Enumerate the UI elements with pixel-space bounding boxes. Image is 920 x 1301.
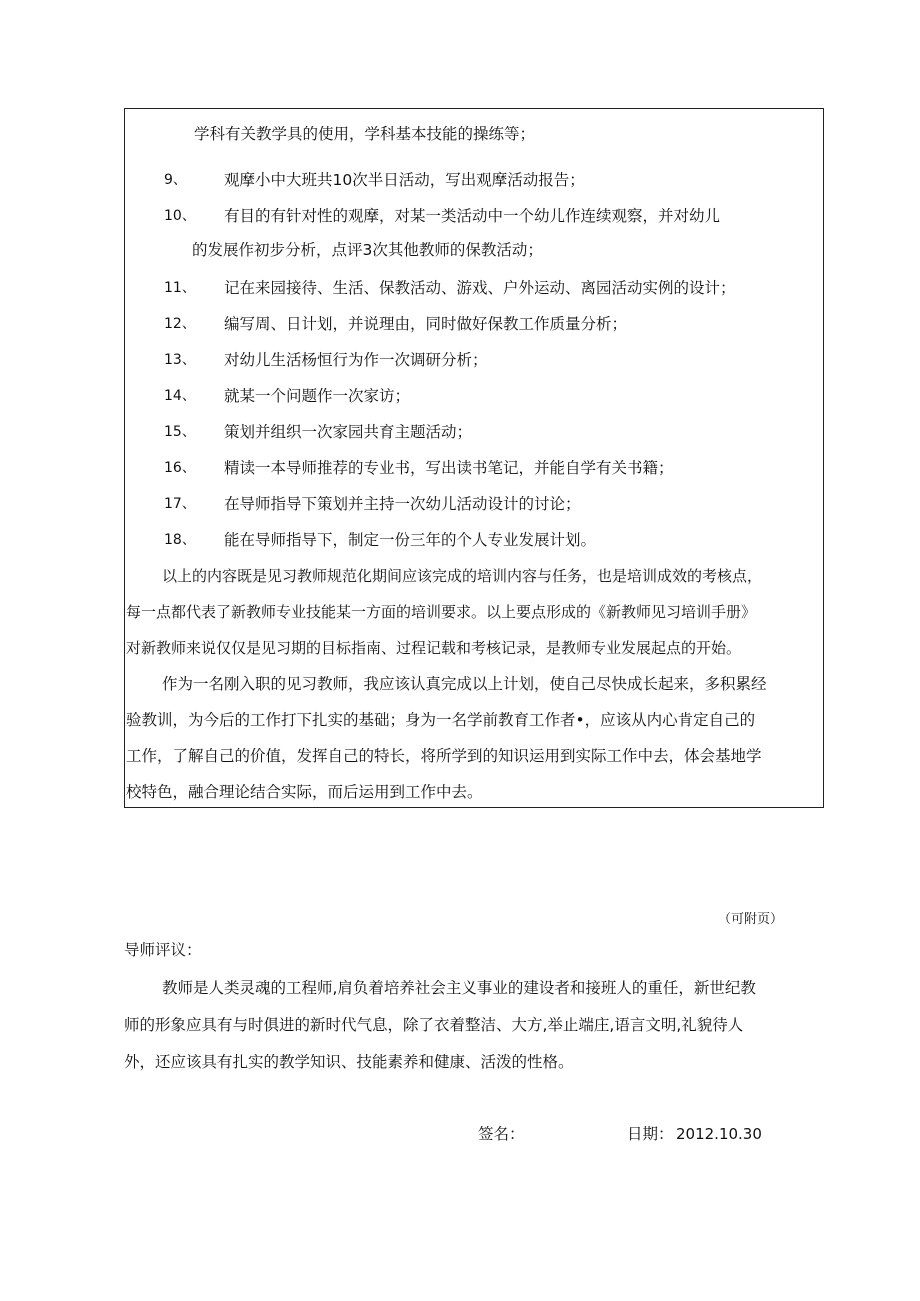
paragraph-line: 作为一名刚入职的见习教师，我应该认真完成以上计划，使自己尽快成长起来，多积累经	[162, 675, 767, 693]
review-line: 师的形象应具有与时俱进的新时代气息，除了衣着整洁、大方,举止端庄,语言文明,礼貌待人	[124, 1016, 744, 1034]
item-number: 9、	[164, 172, 187, 188]
review-label: 导师评议：	[124, 941, 202, 959]
item-text: 观摩小中大班共10次半日活动，写出观摩活动报告；	[224, 171, 585, 189]
paragraph-line: 对新教师来说仅仅是见习期的目标指南、过程记载和考核记录，是教师专业发展起点的开始。	[126, 639, 742, 657]
item-number: 15、	[164, 424, 196, 440]
item-number: 10、	[164, 208, 196, 224]
item-number: 14、	[164, 388, 196, 404]
attach-page-note: （可附页）	[718, 912, 784, 927]
review-line: 教师是人类灵魂的工程师,肩负着培养社会主义事业的建设者和接班人的重任，新世纪教	[162, 979, 756, 997]
date-label: 日期：	[627, 1125, 674, 1143]
paragraph-line: 验教训，为今后的工作打下扎实的基础；身为一名学前教育工作者•，应该从内心肯定自己的	[126, 711, 756, 729]
item-number: 13、	[164, 352, 196, 368]
reflection-paragraph	[126, 666, 767, 810]
item-text: 就某一个问题作一次家访；	[224, 387, 411, 405]
item-number: 11、	[164, 280, 196, 296]
item-number: 12、	[164, 316, 196, 332]
item-text: 精读一本导师推荐的专业书，写出读书笔记，并能自学有关书籍；	[224, 459, 674, 477]
paragraph-line: 校特色，融合理论结合实际，而后运用到工作中去。	[126, 783, 483, 801]
item-number: 18、	[164, 532, 196, 548]
item-text-continued: 的发展作初步分析，点评3次其他教师的保教活动；	[192, 241, 543, 259]
item-text: 记在来园接待、生活、保教活动、游戏、户外运动、离园活动实例的设计；	[224, 279, 736, 297]
item-text: 在导师指导下策划并主持一次幼儿活动设计的讨论；	[224, 495, 581, 513]
item-text: 编写周、日计划，并说理由，同时做好保教工作质量分析；	[224, 315, 628, 333]
continuation-line: 学科有关教学具的使用，学科基本技能的操练等；	[194, 125, 536, 143]
item-text: 能在导师指导下，制定一份三年的个人专业发展计划。	[224, 531, 597, 549]
review-line: 外，还应该具有扎实的教学知识、技能素养和健康、活泼的性格。	[124, 1053, 574, 1071]
paragraph-line: 工作，了解自己的价值，发挥自己的特长，将所学到的知识运用到实际工作中去，体会基地学	[126, 747, 762, 765]
paragraph-line: 以上的内容既是见习教师规范化期间应该完成的培训内容与任务，也是培训成效的考核点，	[162, 567, 763, 585]
item-text: 有目的有针对性的观摩，对某一类活动中一个幼儿作连续观察，并对幼儿	[224, 207, 721, 225]
item-text: 策划并组织一次家园共育主题活动；	[224, 423, 473, 441]
item-number: 16、	[164, 460, 196, 476]
review-paragraph	[124, 970, 756, 1081]
date-value: 2012.10.30	[676, 1125, 762, 1143]
item-number: 17、	[164, 496, 196, 512]
item-text: 对幼儿生活杨恒行为作一次调研分析；	[224, 351, 488, 369]
signature-label: 签名：	[478, 1125, 525, 1143]
paragraph-line: 每一点都代表了新教师专业技能某一方面的培训要求。以上要点形成的《新教师见习培训手册》	[126, 603, 757, 621]
summary-paragraph	[126, 558, 762, 666]
